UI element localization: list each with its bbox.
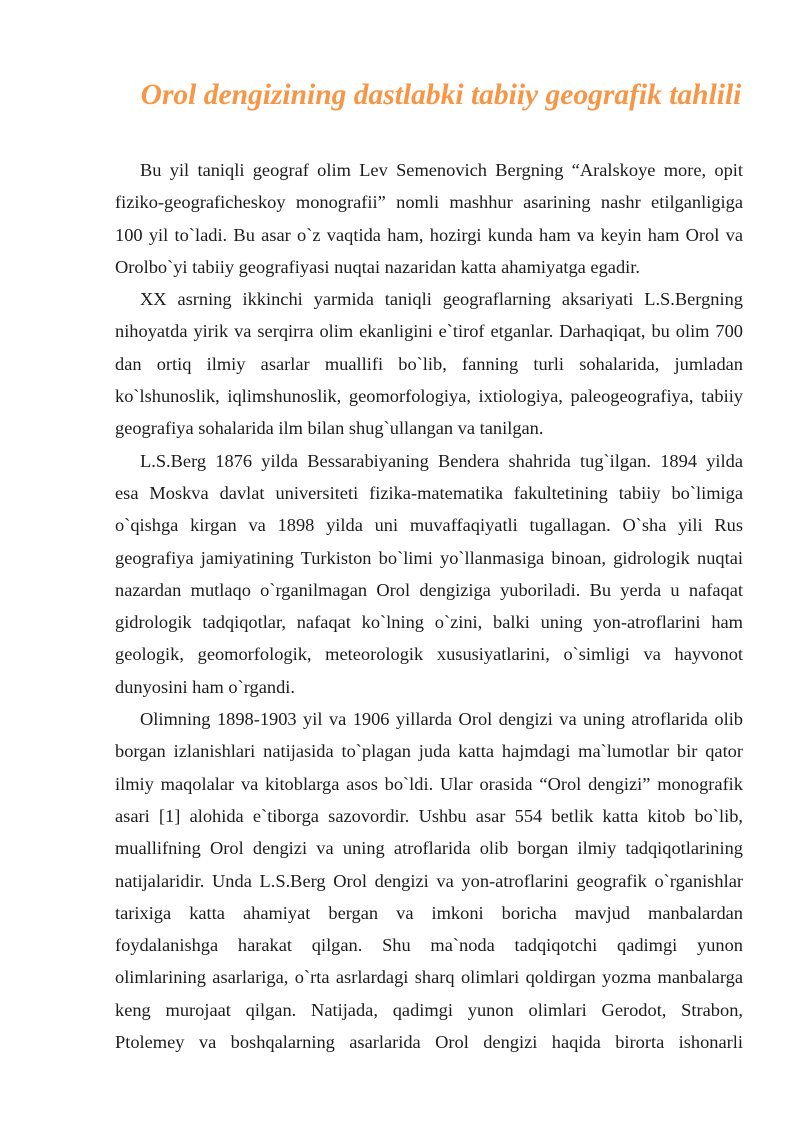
text-line: geografiya sohalarida ilm bilan shug`ullangan va tanilgan.	[115, 418, 544, 439]
text-line: dan ortiq ilmiy asarlar muallifi bo`lib, fanning turli sohalarida, jumladan	[115, 353, 743, 374]
text-line: 100 yil to`ladi. Bu asar o`z vaqtida ham, hozirgi kunda ham va keyin ham Orol va	[115, 224, 743, 245]
document-body	[115, 154, 743, 1058]
text-line: nazardan mutlaqo o`rganilmagan Orol dengiziga yuboriladi. Bu yerda u nafaqat	[115, 579, 743, 600]
text-line: geologik, geomorfologik, meteorologik xususiyatlarini, o`simligi va hayvonot	[115, 644, 743, 665]
text-line: o`qishga kirgan va 1898 yilda uni muvaffaqiyatli tugallagan. O`sha yili Rus	[115, 515, 743, 536]
text-line: natijalaridir. Unda L.S.Berg Orol dengizi va yon-atroflarini geografik o`rganishlar	[115, 870, 743, 891]
text-line: ko`lshunoslik, iqlimshunoslik, geomorfologiya, ixtiologiya, paleogeografiya, tabiiy	[115, 386, 743, 407]
text-line: borgan izlanishlari natijasida to`plagan juda katta hajmdagi ma`lumotlar bir qator	[115, 741, 743, 762]
text-line: Orolbo`yi tabiiy geografiyasi nuqtai nazaridan katta ahamiyatga egadir.	[115, 256, 640, 277]
paragraph-2	[115, 283, 743, 444]
text-line: asari [1] alohida e`tiborga sazovordir. Ushbu asar 554 betlik katta kitob bo`lib,	[115, 805, 743, 826]
text-line: geografiya jamiyatining Turkiston bo`limi yo`llanmasiga binoan, gidrologik nuqtai	[115, 547, 743, 568]
text-line: nihoyatda yirik va serqirra olim ekanligini e`tirof etganlar. Darhaqiqat, bu olim 700	[115, 321, 743, 342]
text-line: foydalanishga harakat qilgan. Shu ma`noda tadqiqotchi qadimgi yunon	[115, 935, 743, 956]
text-line: gidrologik tadqiqotlar, nafaqat ko`lning o`zini, balki uning yon-atroflarini ham	[115, 612, 743, 633]
text-line: L.S.Berg 1876 yilda Bessarabiyaning Bendera shahrida tug`ilgan. 1894 yilda	[140, 450, 743, 471]
text-line: Bu yil taniqli geograf olim Lev Semenovich Bergning “Aralskoye more, opit	[140, 160, 743, 180]
text-line: keng murojaat qilgan. Natijada, qadimgi yunon olimlari Gerodot, Strabon,	[115, 999, 743, 1020]
text-line: fiziko-geograficheskoy monografii” nomli mashhur asarining nashr etilganligiga	[115, 192, 743, 213]
text-line: muallifning Orol dengizi va uning atroflarida olib borgan ilmiy tadqiqotlarining	[115, 838, 743, 859]
paragraph-4	[115, 703, 743, 1058]
text-line: esa Moskva davlat universiteti fizika-matematika fakultetining tabiiy bo`limiga	[115, 482, 743, 503]
text-line: Olimning 1898-1903 yil va 1906 yillarda Orol dengizi va uning atroflarida olib	[140, 709, 743, 730]
text-line: Ptolemey va boshqalarning asarlarida Orol dengizi haqida birorta ishonarli	[115, 1032, 743, 1053]
paragraph-1	[115, 154, 743, 283]
text-line: ilmiy maqolalar va kitoblarga asos bo`ldi. Ular orasida “Orol dengizi” monografik	[115, 773, 743, 794]
text-line: dunyosini ham o`rgandi.	[115, 676, 295, 697]
document-title: Orol dengizining dastlabki tabiiy geografik tahlili	[140, 79, 742, 111]
text-line: tarixiga katta ahamiyat bergan va imkoni boricha mavjud manbalardan	[115, 902, 743, 923]
paragraph-3	[115, 445, 743, 703]
text-line: XX asrning ikkinchi yarmida taniqli geograflarning aksariyati L.S.Bergning	[140, 289, 743, 310]
text-line: olimlarining asarlariga, o`rta asrlardagi sharq olimlari qoldirgan yozma manbalarga	[115, 967, 743, 988]
